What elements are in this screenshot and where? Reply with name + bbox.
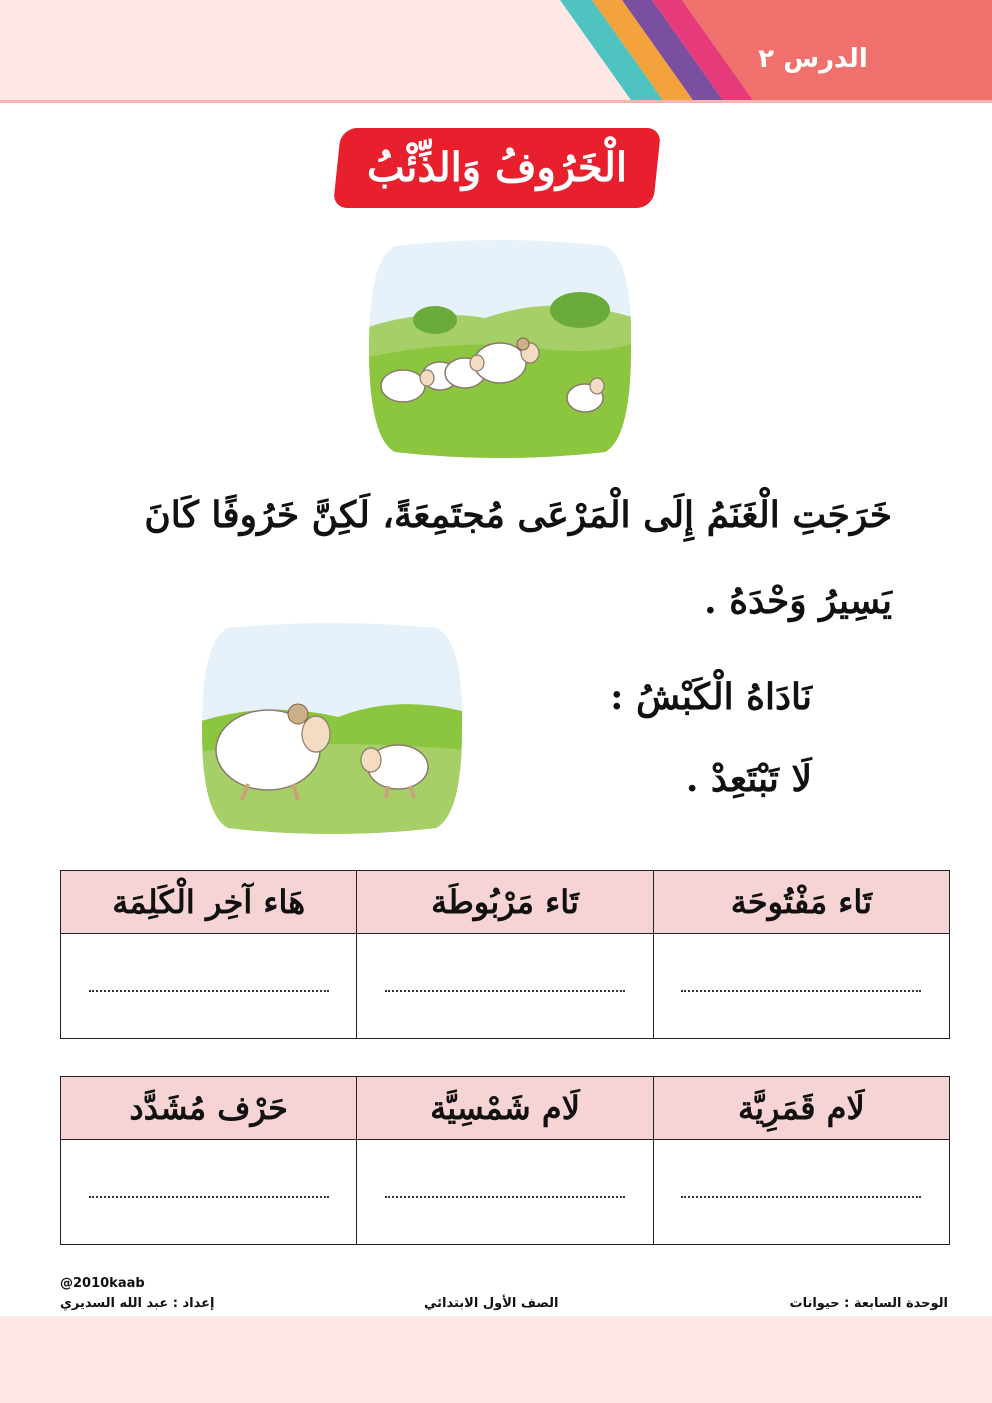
answer-cell[interactable]	[61, 1140, 357, 1245]
lamb-head	[361, 748, 381, 772]
answer-cell[interactable]	[653, 934, 949, 1039]
word-table-2	[60, 1076, 950, 1245]
ram-lamb-illustration	[198, 622, 466, 836]
table2-header-shadda: حَرْف مُشَدَّد	[61, 1077, 357, 1140]
table2-header-moon-lam: لَام قَمَرِيَّة	[653, 1077, 949, 1140]
footer-handle: @2010kaab	[60, 1276, 145, 1291]
lesson-label: الدرس ٢	[758, 44, 868, 74]
story-line-3: نَادَاهُ الْكَبْشُ :	[610, 676, 812, 718]
table1-header-tied-taa: تَاء مَرْبُوطَة	[357, 871, 653, 934]
footer-unit: الوحدة السابعة : حيوانات	[789, 1296, 948, 1311]
flock-illustration	[365, 238, 635, 460]
story-line-2: يَسِيرُ وَحْدَهُ .	[704, 580, 892, 622]
answer-cell[interactable]	[653, 1140, 949, 1245]
table1-header-open-taa: تَاء مَفْتُوحَة	[653, 871, 949, 934]
header-bottom-line	[0, 100, 992, 103]
page-title: الْخَرُوفُ وَالذِّئْبُ	[367, 144, 627, 191]
footer-band	[0, 1316, 992, 1403]
story-line-4: لَا تَبْتَعِدْ .	[685, 758, 812, 800]
dotted-answer-line	[385, 1186, 625, 1198]
dotted-answer-line	[385, 980, 625, 992]
dotted-answer-line	[681, 980, 921, 992]
footer-grade: الصف الأول الابتدائي	[424, 1296, 559, 1311]
footer-author: إعداد : عبد الله السديري	[60, 1296, 215, 1311]
answer-cell[interactable]	[357, 934, 653, 1039]
answer-cell[interactable]	[357, 1140, 653, 1245]
bush	[550, 292, 610, 328]
dotted-answer-line	[681, 1186, 921, 1198]
story-line-1: خَرَجَتِ الْغَنَمُ إِلَى الْمَرْعَى مُجتَمِعَةً، لَكِنَّ خَرُوفًا كَانَ	[144, 494, 892, 536]
ram-horn	[517, 338, 529, 350]
bush	[413, 306, 457, 334]
ram-head	[302, 716, 330, 752]
ram-horn	[288, 704, 308, 724]
table2-header-sun-lam: لَام شَمْسِيَّة	[357, 1077, 653, 1140]
answer-cell[interactable]	[61, 934, 357, 1039]
dotted-answer-line	[89, 1186, 329, 1198]
dotted-answer-line	[89, 980, 329, 992]
table1-header-end-haa: هَاء آخِر الْكَلِمَة	[61, 871, 357, 934]
word-table-1	[60, 870, 950, 1039]
